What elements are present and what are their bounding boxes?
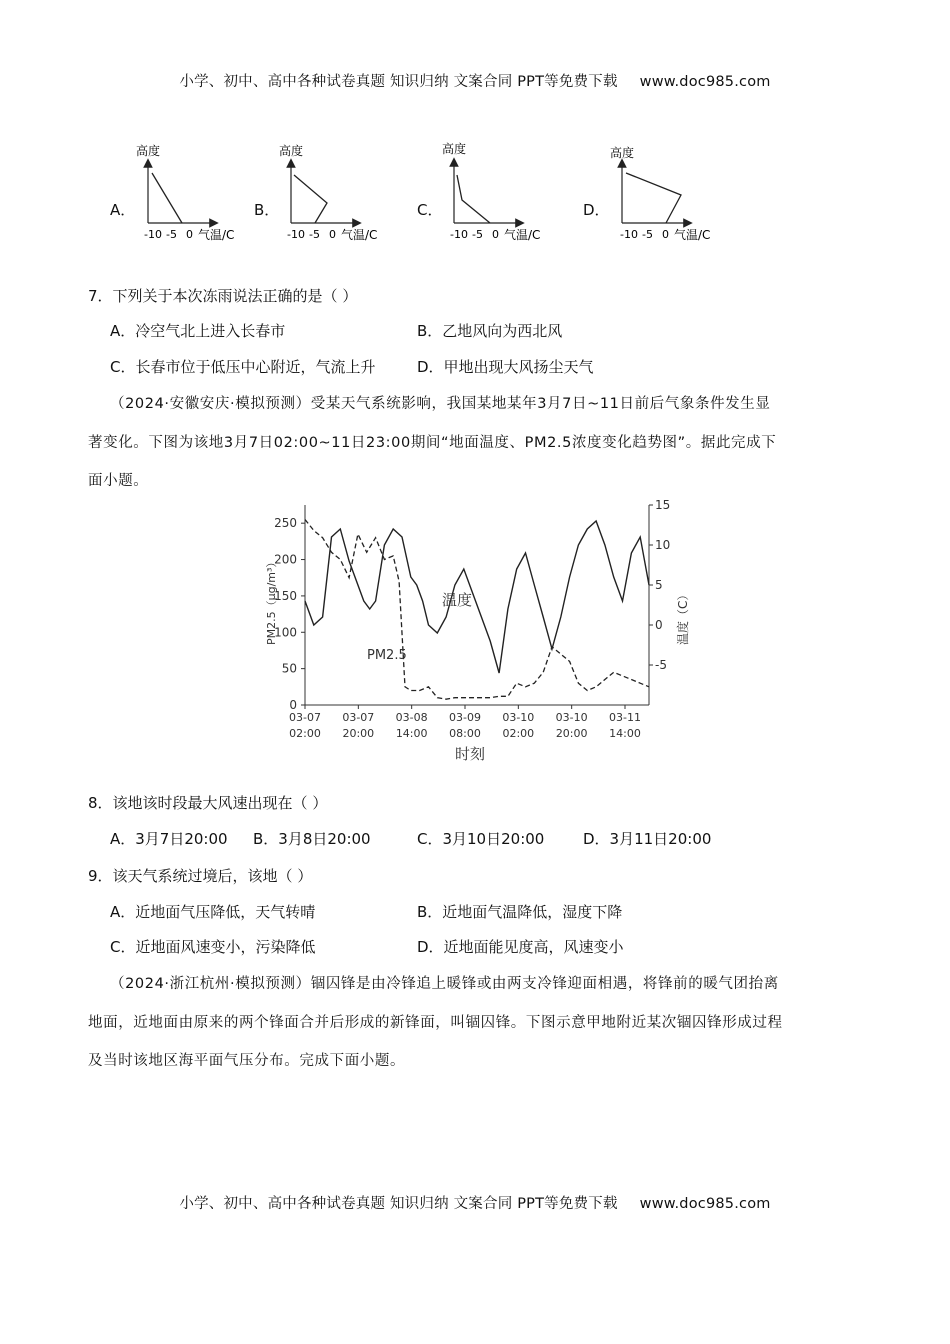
axis-x-label: 气温/C xyxy=(341,228,378,242)
left-tick-label: 50 xyxy=(281,661,297,676)
option-a-graph xyxy=(134,143,254,243)
intro2-line3: 面小题。 xyxy=(88,473,149,489)
axis-x-label: 气温/C xyxy=(674,228,711,242)
temperature-profile-line xyxy=(152,173,182,223)
axis-x-label: 气温/C xyxy=(504,228,541,242)
left-tick-label: 0 xyxy=(289,698,297,712)
x-tick-time: 20:00 xyxy=(342,727,375,740)
tick-label: 0 xyxy=(186,228,193,241)
pm25-temperature-chart xyxy=(255,495,695,770)
option-c-label: C． xyxy=(417,201,443,219)
x-tick-date: 03-08 xyxy=(395,711,428,724)
tick-label: -5 xyxy=(642,228,653,241)
right-axis-title: 温度（C） xyxy=(676,588,690,645)
temperature-profile-line xyxy=(626,173,681,223)
tick-label: 0 xyxy=(329,228,336,241)
right-tick-label: 5 xyxy=(655,578,663,592)
q8-option-d: D．3月11日20:00 xyxy=(583,830,712,848)
x-tick-date: 03-09 xyxy=(449,711,481,724)
temperature-series-label: 温度 xyxy=(442,591,473,609)
x-tick-time: 20:00 xyxy=(555,727,588,740)
temperature-profile-line xyxy=(457,175,490,223)
temperature-profile-line xyxy=(294,175,327,223)
page-header xyxy=(0,70,950,91)
x-tick-time: 14:00 xyxy=(609,727,641,740)
right-tick-label: 15 xyxy=(655,498,671,512)
footer-text: 小学、初中、高中各种试卷真题 知识归纳 文案合同 PPT等免费下载 xyxy=(179,1196,618,1212)
x-axis-title: 时刻 xyxy=(455,745,486,763)
header-site: www.doc985.com xyxy=(639,74,771,90)
q7-option-d: D．甲地出现大风扬尘天气 xyxy=(417,358,594,376)
right-tick-label: -5 xyxy=(655,658,667,672)
x-tick-date: 03-07 xyxy=(342,711,375,724)
x-tick-time: 02:00 xyxy=(289,727,321,740)
left-tick-label: 250 xyxy=(274,516,297,531)
tick-label: 0 xyxy=(662,228,669,241)
option-c-graph xyxy=(440,140,560,243)
q7-option-a: A．冷空气北上进入长春市 xyxy=(110,322,286,340)
q9-option-a: A．近地面气压降低，天气转晴 xyxy=(110,903,316,921)
tick-label: -10 xyxy=(144,228,162,241)
option-b-graph xyxy=(277,143,397,243)
x-tick-date: 03-11 xyxy=(609,711,641,724)
option-d-graph xyxy=(606,143,726,243)
q7-option-c: C．长春市位于低压中心附近，气流上升 xyxy=(110,358,376,376)
q9-option-b: B．近地面气温降低，湿度下降 xyxy=(417,903,623,921)
intro2-line1: （2024·安徽安庆·模拟预测）受某天气系统影响，我国某地某年3月7日~11日前后气象条件发生显 xyxy=(110,396,771,412)
tick-label: -10 xyxy=(620,228,638,241)
intro2-line2: 著变化。下图为该地3月7日02:00~11日23:00期间“地面温度、PM2.5浓度变化趋势图”。据此完成下 xyxy=(88,435,777,451)
intro3-line1: （2024·浙江杭州·模拟预测）锢囚锋是由冷锋追上暖锋或由两支冷锋迎面相遇，将锋前的暖气团抬离 xyxy=(110,976,779,992)
tick-label: -5 xyxy=(166,228,177,241)
x-tick-date: 03-07 xyxy=(289,711,321,724)
q8-stem: 8．该地该时段最大风速出现在（ ） xyxy=(88,794,328,812)
axis-x-label: 气温/C xyxy=(198,228,235,242)
pm25-series-label: PM2.5 xyxy=(367,648,407,663)
tick-label: -5 xyxy=(472,228,483,241)
axis-y-label: 高度 xyxy=(136,144,161,158)
header-text: 小学、初中、高中各种试卷真题 知识归纳 文案合同 PPT等免费下载 xyxy=(179,74,618,90)
option-b-label: B． xyxy=(254,201,280,219)
left-tick-label: 100 xyxy=(274,625,297,640)
pm25-series-line xyxy=(305,520,649,700)
left-tick-label: 200 xyxy=(274,552,297,567)
axis-y-label: 高度 xyxy=(279,144,304,158)
x-tick-date: 03-10 xyxy=(502,711,535,724)
intro3-line3: 及当时该地区海平面气压分布。完成下面小题。 xyxy=(88,1053,406,1069)
x-tick-time: 02:00 xyxy=(502,727,535,740)
right-tick-label: 0 xyxy=(655,618,663,632)
q8-option-a: A．3月7日20:00 xyxy=(110,830,228,848)
q7-option-b: B．乙地风向为西北风 xyxy=(417,322,563,340)
page-footer xyxy=(0,1192,950,1213)
x-tick-date: 03-10 xyxy=(555,711,588,724)
left-axis-title: PM2.5（μg/m³） xyxy=(265,556,278,645)
left-tick-label: 150 xyxy=(274,588,297,603)
footer-site: www.doc985.com xyxy=(639,1196,771,1212)
x-tick-time: 14:00 xyxy=(395,727,428,740)
x-tick-time: 08:00 xyxy=(449,727,481,740)
q9-stem: 9．该天气系统过境后，该地（ ） xyxy=(88,867,313,885)
right-tick-label: 10 xyxy=(655,538,671,552)
tick-label: -10 xyxy=(450,228,468,241)
q8-option-c: C．3月10日20:00 xyxy=(417,830,545,848)
tick-label: -5 xyxy=(309,228,320,241)
q7-stem: 7．下列关于本次冻雨说法正确的是（ ） xyxy=(88,287,358,305)
q9-option-d: D．近地面能见度高，风速变小 xyxy=(417,938,624,956)
axis-y-label: 高度 xyxy=(610,146,635,160)
q9-option-c: C．近地面风速变小，污染降低 xyxy=(110,938,316,956)
tick-label: 0 xyxy=(492,228,499,241)
option-d-label: D． xyxy=(583,201,610,219)
intro3-line2: 地面，近地面由原来的两个锋面合并后形成的新锋面，叫锢囚锋。下图示意甲地附近某次锢囚锋形成过程 xyxy=(88,1015,783,1031)
axis-y-label: 高度 xyxy=(442,142,467,156)
q8-option-b: B．3月8日20:00 xyxy=(253,830,371,848)
option-a-label: A． xyxy=(110,201,136,219)
tick-label: -10 xyxy=(287,228,305,241)
